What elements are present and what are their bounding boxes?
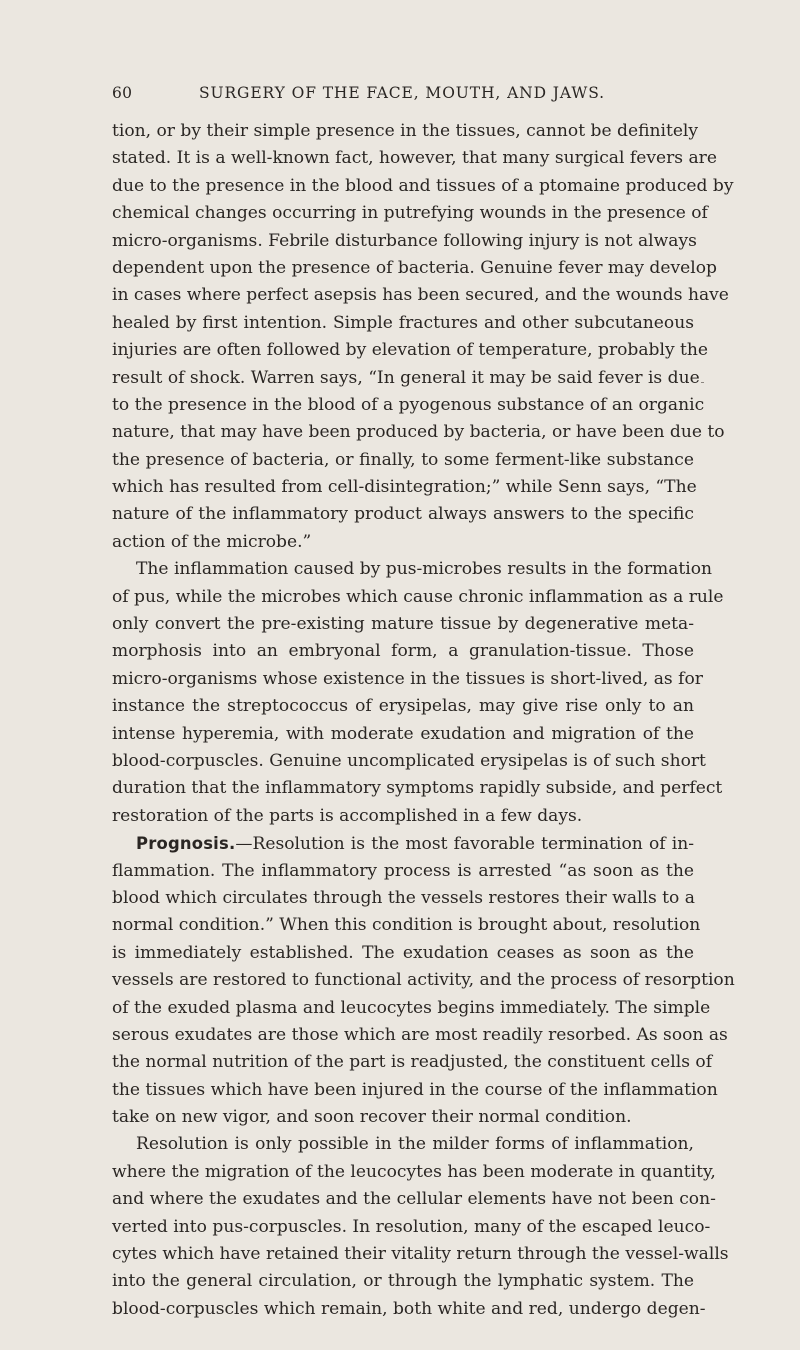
text-line: duration that the inflammatory symptoms rapidly subside, and perfect — [112, 778, 723, 799]
text-line: the presence of bacteria, or finally, to some ferment-like substance — [112, 449, 694, 470]
text-line-paragraph-start: Resolution is only possible in the milder forms of inflammation, — [136, 1134, 694, 1155]
running-title: SURGERY OF THE FACE, MOUTH, AND JAWS. — [199, 84, 605, 102]
text-line: which has resulted from cell-disintegration;” while Senn says, “The — [112, 477, 697, 498]
text-line: blood-corpuscles. Genuine uncomplicated erysipelas is of such short — [112, 750, 706, 771]
prognosis-first-line: —Resolution is the most favorable termination of in- — [235, 834, 694, 855]
text-line: the normal nutrition of the part is readjusted, the constituent cells of — [112, 1052, 713, 1073]
text-line: blood which circulates through the vessels restores their walls to a — [112, 887, 695, 908]
text-line: cytes which have retained their vitality return through the vessel-walls — [112, 1244, 729, 1265]
text-line: intense hyperemia, with moderate exudation and migration of the — [112, 723, 694, 744]
margin-mark — [701, 382, 704, 383]
text-line: result of shock. Warren says, “In general it may be said fever is due — [112, 367, 700, 388]
text-line-paragraph-start: The inflammation caused by pus-microbes results in the formation — [136, 559, 713, 580]
text-line: healed by first intention. Simple fractures and other subcutaneous — [112, 312, 694, 333]
text-line: morphosis into an embryonal form, a granulation-tissue. Those — [112, 641, 694, 662]
text-line: chemical changes occurring in putrefying wounds in the presence of — [112, 203, 708, 224]
text-line: into the general circulation, or through the lymphatic system. The — [112, 1271, 694, 1292]
text-line: in cases where perfect asepsis has been secured, and the wounds have — [112, 285, 729, 306]
text-line: the tissues which have been injured in the course of the inflammation — [112, 1079, 718, 1100]
text-line: blood-corpuscles which remain, both white and red, undergo degen- — [112, 1298, 706, 1319]
text-line: of pus, while the microbes which cause chronic inflammation as a rule — [112, 586, 724, 607]
text-line-paragraph-end: restoration of the parts is accomplished in a few days. — [112, 805, 583, 826]
text-line: to the presence in the blood of a pyogenous substance of an organic — [112, 394, 705, 415]
text-line: and where the exudates and the cellular elements have not been con- — [112, 1189, 716, 1210]
text-line: normal condition.” When this condition is brought about, resolution — [112, 915, 701, 936]
text-line-paragraph-end: take on new vigor, and soon recover their normal condition. — [112, 1107, 632, 1128]
text-line: micro-organisms. Febrile disturbance following injury is not always — [112, 230, 697, 251]
prognosis-paragraph-start — [112, 830, 694, 857]
text-line: is immediately established. The exudation ceases as soon as the — [112, 942, 694, 963]
prognosis-heading: Prognosis. — [136, 834, 236, 854]
text-line: micro-organisms whose existence in the tissues is short-lived, as for — [112, 668, 703, 689]
page-number: 60 — [112, 84, 133, 102]
text-line: verted into pus-corpuscles. In resolution, many of the escaped leuco- — [112, 1216, 711, 1237]
text-line-paragraph-end: action of the microbe.” — [112, 531, 312, 552]
running-head — [112, 84, 692, 108]
body-text — [112, 118, 735, 1323]
text-line: instance the streptococcus of erysipelas, may give rise only to an — [112, 696, 694, 717]
text-line: nature, that may have been produced by bacteria, or have been due to — [112, 422, 725, 443]
text-line: nature of the inflammatory product always answers to the specific — [112, 504, 694, 525]
text-line: serous exudates are those which are most readily resorbed. As soon as — [112, 1024, 728, 1045]
text-line: tion, or by their simple presence in the tissues, cannot be definitely — [112, 121, 699, 141]
text-line: stated. It is a well-known fact, however, that many surgical fevers are — [112, 148, 717, 169]
text-line: vessels are restored to functional activity, and the process of resorption — [112, 970, 735, 991]
text-line: of the exuded plasma and leucocytes begins immediately. The simple — [112, 997, 711, 1018]
text-line: only convert the pre-existing mature tissue by degenerative meta- — [112, 614, 694, 635]
text-line: where the migration of the leucocytes has been moderate in quantity, — [112, 1161, 716, 1182]
text-line: injuries are often followed by elevation of temperature, probably the — [112, 340, 709, 361]
text-line: flammation. The inflammatory process is arrested “as soon as the — [112, 860, 694, 881]
text-line: due to the presence in the blood and tissues of a ptomaine produced by — [112, 175, 734, 196]
text-line: dependent upon the presence of bacteria. Genuine fever may develop — [112, 257, 717, 278]
